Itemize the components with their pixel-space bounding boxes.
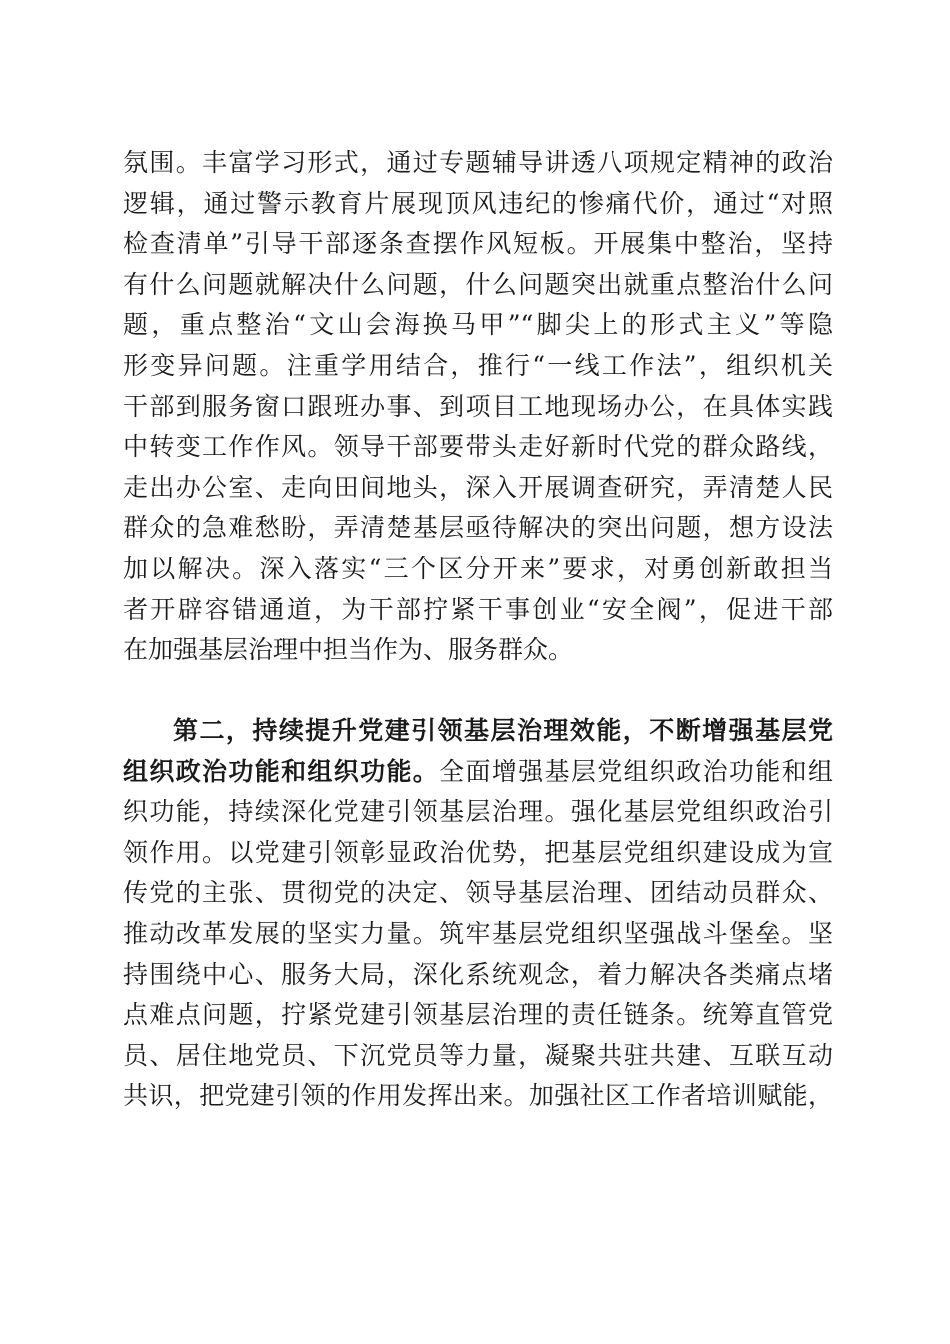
paragraph-2-mixed-line	[123, 752, 833, 793]
paragraph-1-line: 中转变工作作风。领导干部要带头走好新时代党的群众路线，	[123, 432, 833, 462]
paragraph-1-line: 者开辟容错通道，为干部拧紧干事创业“安全阀”，促进干部	[123, 594, 833, 624]
paragraph-2	[123, 711, 833, 1117]
paragraph-1-line: 氛围。丰富学习形式，通过专题辅导讲透八项规定精神的政治	[123, 148, 833, 177]
paragraph-1-line: 有什么问题就解决什么问题，什么问题突出就重点整治什么问	[123, 269, 833, 299]
paragraph-2-line: 持围绕中心、服务大局，深化系统观念，着力解决各类痛点堵	[123, 959, 833, 989]
paragraph-1-line: 题，重点整治“文山会海换马甲”“脚尖上的形式主义”等隐	[123, 310, 833, 340]
paragraph-1-line: 干部到服务窗口跟班办事、到项目工地现场办公，在具体实践	[123, 391, 833, 421]
paragraph-2-line: 推动改革发展的坚实力量。筑牢基层党组织坚强战斗堡垒。坚	[123, 918, 833, 948]
paragraph-2-line: 员、居住地党员、下沉党员等力量，凝聚共驻共建、互联互动	[123, 1040, 833, 1070]
paragraph-1-line: 形变异问题。注重学用结合，推行“一线工作法”，组织机关	[123, 350, 833, 380]
paragraph-2-heading-end: 组织政治功能和组织功能。	[123, 756, 440, 786]
paragraph-1-line: 加以解决。深入落实“三个区分开来”要求，对勇创新敢担当	[123, 553, 833, 583]
paragraph-1-line: 检查清单”引导干部逐条查摆作风短板。开展集中整治，坚持	[123, 229, 833, 259]
paragraph-1-line: 群众的急难愁盼，弄清楚基层亟待解决的突出问题，想方设法	[123, 513, 833, 543]
paragraph-1-line: 走出办公室、走向田间地头，深入开展调查研究，弄清楚人民	[123, 472, 833, 502]
paragraph-2-line: 织功能，持续深化党建引领基层治理。强化基层党组织政治引	[123, 797, 833, 827]
paragraph-1-line: 在加强基层治理中担当作为、服务群众。	[123, 635, 574, 665]
paragraph-2-line: 点难点问题，拧紧党建引领基层治理的责任链条。统筹直管党	[123, 1000, 833, 1030]
paragraph-2-line: 共识，把党建引领的作用发挥出来。加强社区工作者培训赋能，	[123, 1081, 833, 1111]
paragraph-1-line: 逻辑，通过警示教育片展现顶风违纪的惨痛代价，通过“对照	[123, 188, 833, 218]
paragraph-2-line: 传党的主张、贯彻党的决定、领导基层治理、团结动员群众、	[123, 878, 833, 908]
paragraph-2-heading-line: 第二，持续提升党建引领基层治理效能，不断增强基层党	[173, 716, 833, 745]
paragraph-2-line: 领作用。以党建引领彰显政治优势，把基层党组织建设成为宣	[123, 837, 833, 867]
paragraph-1	[123, 143, 833, 671]
paragraph-2-body-start: 全面增强基层党组织政治功能和组	[439, 756, 833, 786]
